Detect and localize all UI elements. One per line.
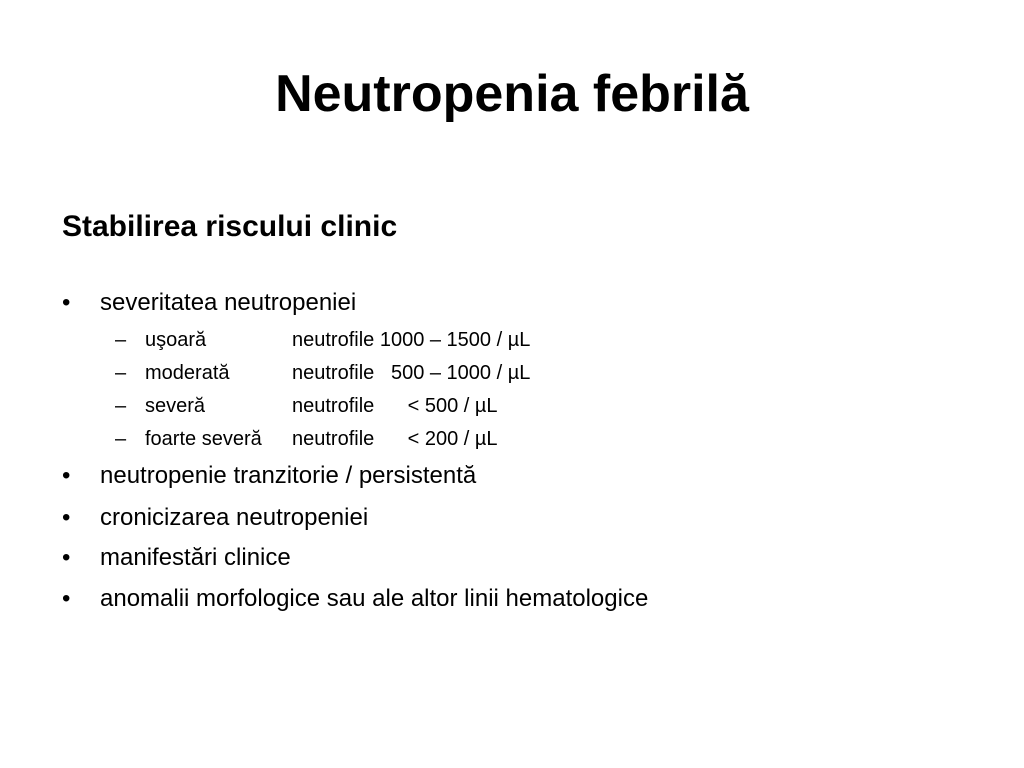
- severity-value: neutrofile < 200 / µL: [292, 428, 498, 450]
- list-item-text: severitatea neutropeniei: [100, 289, 357, 316]
- list-item-text: cronicizarea neutropeniei: [100, 504, 369, 531]
- severity-name: moderată: [145, 362, 230, 384]
- severity-name: severă: [145, 395, 206, 417]
- bullet-marker: •: [62, 585, 71, 612]
- severity-value: neutrofile 500 – 1000 / µL: [292, 362, 531, 384]
- slide-title: Neutropenia febrilă: [275, 65, 749, 123]
- dash-marker: –: [115, 395, 127, 417]
- severity-value: neutrofile 1000 – 1500 / µL: [292, 329, 531, 351]
- bullet-marker: •: [62, 289, 71, 316]
- list-item-text: neutropenie tranzitorie / persistentă: [100, 462, 477, 489]
- severity-name: uşoară: [145, 329, 207, 351]
- bullet-marker: •: [62, 504, 71, 531]
- list-item-text: anomalii morfologice sau ale altor linii hematologice: [100, 585, 649, 612]
- bullet-marker: •: [62, 462, 71, 489]
- severity-name: foarte severă: [145, 428, 262, 450]
- bullet-marker: •: [62, 544, 71, 571]
- dash-marker: –: [115, 362, 127, 384]
- list-item-text: manifestări clinice: [100, 544, 291, 571]
- severity-value: neutrofile < 500 / µL: [292, 395, 498, 417]
- slide-subtitle: Stabilirea riscului clinic: [62, 210, 398, 243]
- dash-marker: –: [115, 329, 127, 351]
- dash-marker: –: [115, 428, 127, 450]
